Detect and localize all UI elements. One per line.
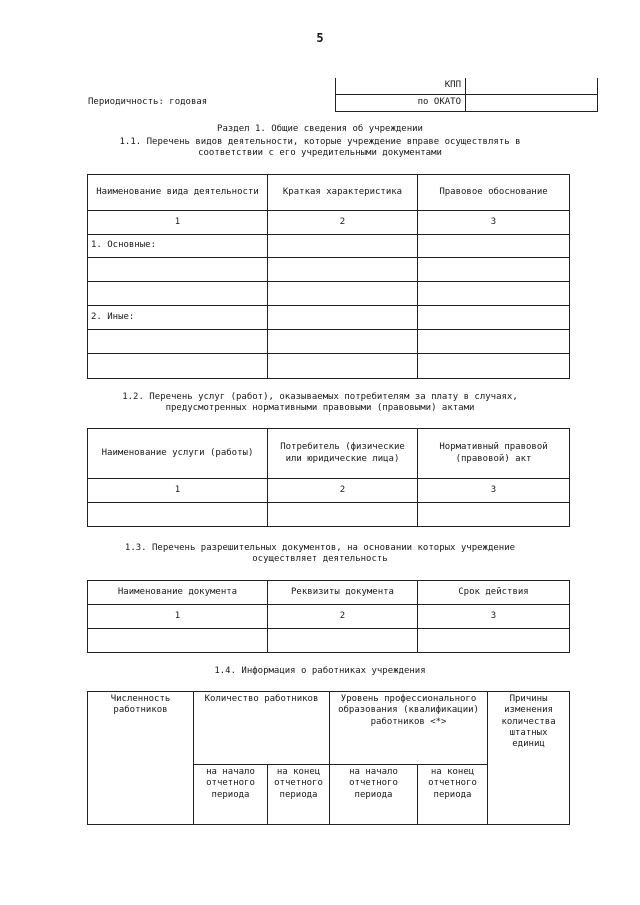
subsection-1-1-title — [0, 137, 640, 160]
table-cell — [88, 330, 268, 354]
subheader-education-start: на начало отчетного периода — [330, 765, 418, 825]
code-label-kpp: КПП — [336, 78, 466, 95]
table-cell — [88, 282, 268, 306]
table-cell — [88, 503, 268, 527]
table-header-row — [88, 175, 570, 211]
services-table — [87, 428, 570, 527]
code-value-okato — [466, 95, 598, 112]
table-cell — [268, 629, 418, 653]
table-row — [88, 503, 570, 527]
column-header: Правовое обоснование — [418, 175, 570, 211]
column-number: 2 — [268, 605, 418, 629]
table-cell — [418, 235, 570, 258]
table-cell: 1. Основные: — [88, 235, 268, 258]
code-row-kpp — [336, 78, 598, 95]
activities-table — [87, 174, 570, 379]
table-cell — [418, 306, 570, 330]
column-header: Нормативный правовой (правовой) акт — [418, 429, 570, 479]
table-cell — [268, 354, 418, 379]
column-number: 3 — [418, 211, 570, 235]
table-row — [88, 330, 570, 354]
subsection-1-3-line2: осуществляет деятельность — [252, 554, 388, 565]
column-number-row — [88, 211, 570, 235]
table-header-row — [88, 581, 570, 605]
column-header: Потребитель (физические или юридические лица) — [268, 429, 418, 479]
table-cell — [418, 330, 570, 354]
code-label-okato: по ОКАТО — [336, 95, 466, 112]
subheader-education-end: на конец отчетного периода — [418, 765, 488, 825]
code-value-kpp — [466, 78, 598, 95]
column-number: 1 — [88, 211, 268, 235]
table-row — [88, 306, 570, 330]
subsection-1-2-line1: 1.2. Перечень услуг (работ), оказываемых потребителям за плату в случаях, — [122, 392, 518, 402]
column-number: 1 — [88, 605, 268, 629]
column-number: 2 — [268, 479, 418, 503]
subsection-1-3-line1: 1.3. Перечень разрешительных документов, на основании которых учреждение — [124, 543, 516, 553]
column-number: 1 — [88, 479, 268, 503]
column-header: Реквизиты документа — [268, 581, 418, 605]
periodicity: Периодичность: годовая — [88, 97, 208, 107]
column-number-row — [88, 605, 570, 629]
subsection-1-2-title — [0, 392, 640, 415]
column-header: Краткая характеристика — [268, 175, 418, 211]
code-row-okato — [336, 95, 598, 112]
table-cell — [418, 503, 570, 527]
column-number: 3 — [418, 605, 570, 629]
codes-table — [335, 78, 598, 112]
column-header: Срок действия — [418, 581, 570, 605]
column-header-quantity: Количество работников — [194, 692, 330, 765]
table-cell — [418, 354, 570, 379]
table-cell — [88, 258, 268, 282]
table-row — [88, 235, 570, 258]
page-number: 5 — [316, 31, 324, 45]
subheader-quantity-end: на конец отчетного периода — [268, 765, 330, 825]
table-cell — [268, 306, 418, 330]
table-cell — [268, 282, 418, 306]
subsection-1-1-line2: соответствии с его учредительными документами — [198, 148, 442, 159]
table-cell — [268, 503, 418, 527]
subheader-quantity-start: на начало отчетного периода — [194, 765, 268, 825]
subsection-1-3-title — [0, 543, 640, 566]
workers-table — [87, 691, 570, 825]
table-cell — [418, 282, 570, 306]
section-title: Раздел 1. Общие сведения об учреждении — [217, 124, 423, 134]
column-number: 2 — [268, 211, 418, 235]
permits-table — [87, 580, 570, 653]
column-header: Наименование документа — [88, 581, 268, 605]
table-header-row — [88, 692, 570, 765]
column-header-headcount: Численность работников — [88, 692, 194, 825]
table-cell — [268, 258, 418, 282]
column-header-education: Уровень профессионального образования (квалификации) работников <*> — [330, 692, 488, 765]
column-number-row — [88, 479, 570, 503]
column-header-reasons: Причины изменения количества штатных единиц — [488, 692, 570, 825]
table-cell — [268, 235, 418, 258]
table-cell — [418, 629, 570, 653]
column-number: 3 — [418, 479, 570, 503]
column-header: Наименование услуги (работы) — [88, 429, 268, 479]
table-cell — [268, 330, 418, 354]
subsection-1-4-title: 1.4. Информация о работниках учреждения — [214, 666, 426, 676]
table-row — [88, 354, 570, 379]
table-cell — [418, 258, 570, 282]
table-row — [88, 258, 570, 282]
table-header-row — [88, 429, 570, 479]
subsection-1-2-line2: предусмотренных нормативными правовыми (правовыми) актами — [165, 403, 475, 414]
column-header: Наименование вида деятельности — [88, 175, 268, 211]
subsection-1-1-line1: 1.1. Перечень видов деятельности, которые учреждение вправе осуществлять в — [119, 137, 521, 147]
table-row — [88, 629, 570, 653]
table-row — [88, 282, 570, 306]
table-cell — [88, 629, 268, 653]
table-cell: 2. Иные: — [88, 306, 268, 330]
table-cell — [88, 354, 268, 379]
